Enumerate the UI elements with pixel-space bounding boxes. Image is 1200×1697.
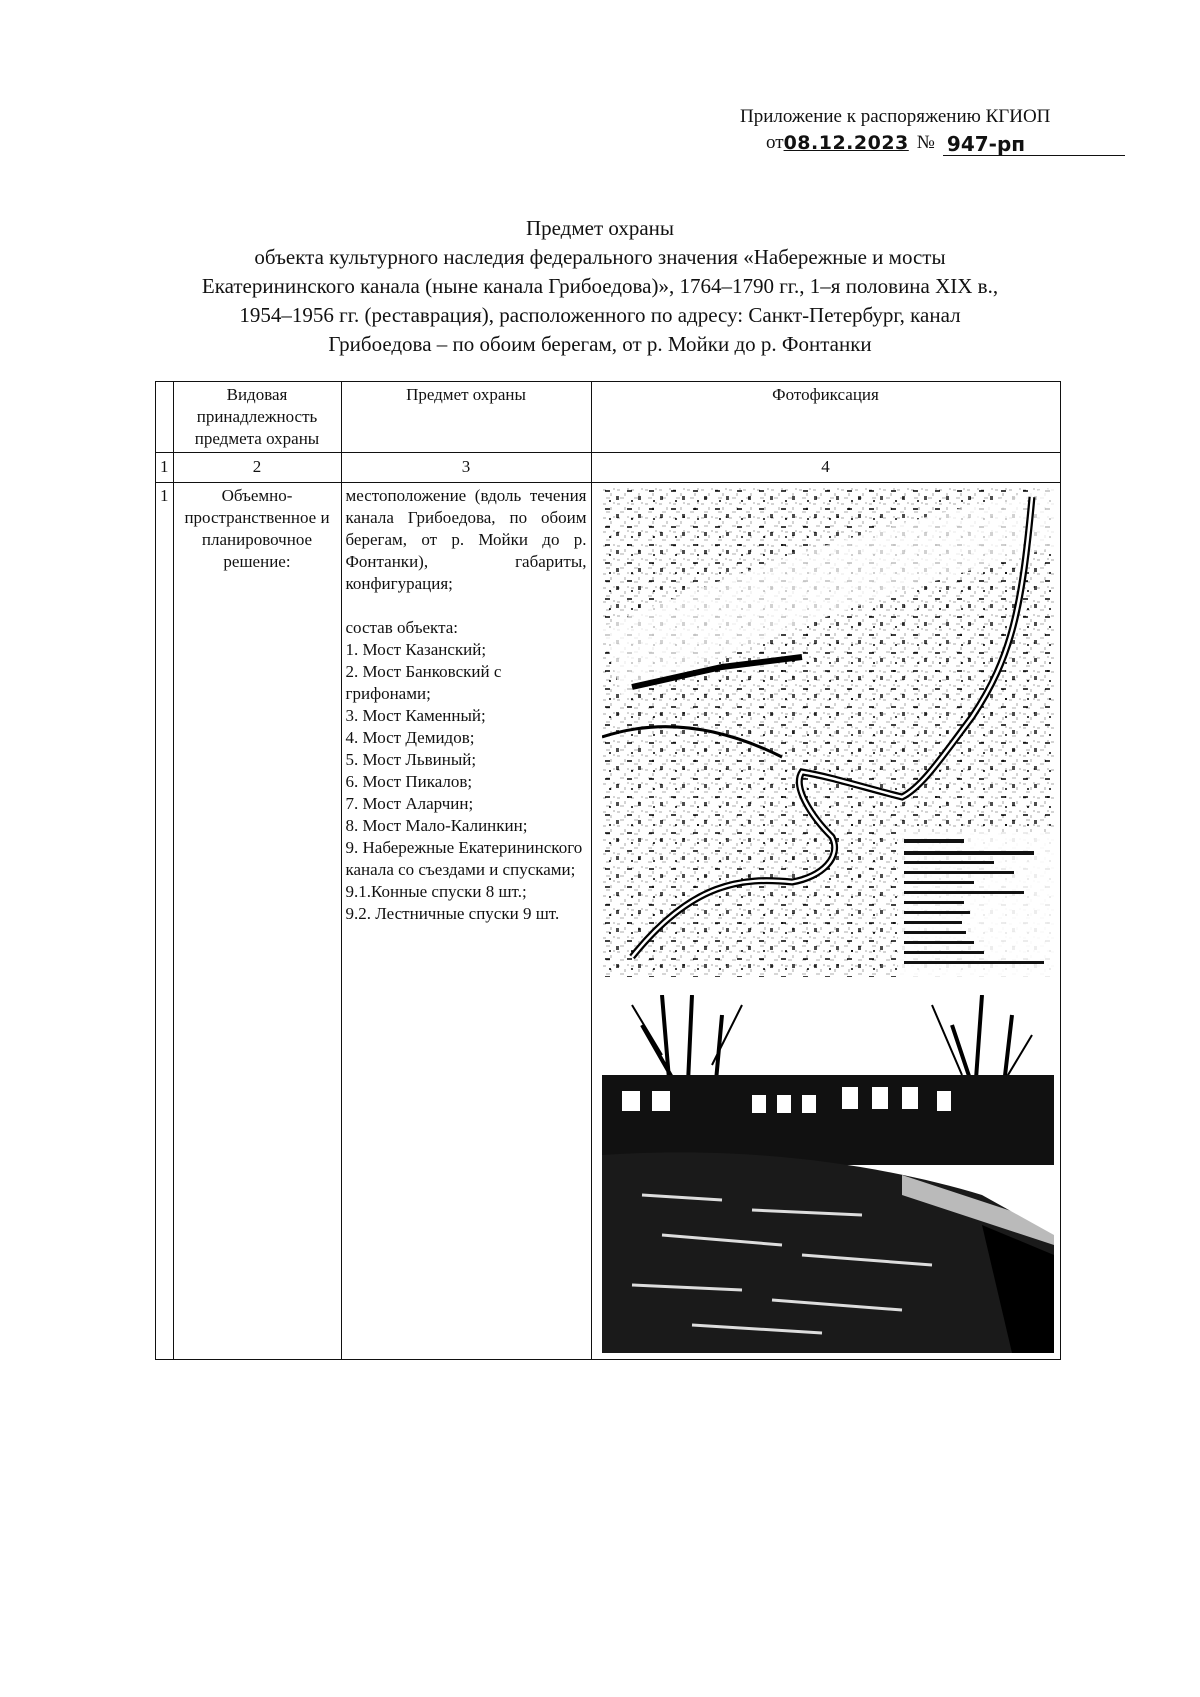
composition-label: состав объекта: [345, 618, 458, 637]
list-item: 9.2. Лестничные спуски 9 шт. [345, 904, 560, 923]
canal-map-image [602, 487, 1054, 977]
document-title [150, 214, 1050, 359]
row-kind: Объемно-пространственное и планировочное решение: [173, 483, 341, 1360]
list-item: 2. Мост Банковский с грифонами; [345, 662, 502, 703]
column-number: 2 [173, 453, 341, 483]
canal-embankment-photo [602, 995, 1054, 1353]
list-item: 7. Мост Аларчин; [345, 794, 474, 813]
header-cell-index [156, 382, 174, 453]
table-header-row [156, 382, 1061, 453]
appendix-reference [766, 130, 1140, 156]
title-line-4: 1954–1956 гг. (реставрация), расположенного по адресу: Санкт-Петербург, канал [239, 303, 961, 327]
row-subject [341, 483, 591, 1360]
list-item: 3. Мост Каменный; [345, 706, 486, 725]
column-number: 4 [591, 453, 1060, 483]
order-date: 08.12.2023 [783, 132, 909, 154]
list-item: 9. Набережные Екатерининского канала со съездами и спусками; [345, 838, 583, 879]
header-cell-subject: Предмет охраны [341, 382, 591, 453]
title-line-2: объекта культурного наследия федерального значения «Набережные и мосты [254, 245, 946, 269]
header-cell-kind: Видовая принадлежность предмета охраны [173, 382, 341, 453]
order-number: 947-рп [943, 133, 1125, 156]
row-number: 1 [156, 483, 174, 1360]
title-line-3: Екатерининского канала (ныне канала Грибоедова)», 1764–1790 гг., 1–я половина XIX в., [201, 274, 999, 298]
list-item: 1. Мост Казанский; [345, 640, 487, 659]
title-line-1: Предмет охраны [525, 216, 675, 240]
appendix-block [740, 104, 1140, 156]
title-line-5: Грибоедова – по обоим берегам, от р. Мойки до р. Фонтанки [328, 332, 872, 356]
list-item: 6. Мост Пикалов; [345, 772, 473, 791]
subject-intro: местоположение (вдоль течения канала Грибоедова, по обоим берегам, от р. Мойки до р. Фонтанки), габариты, конфигурация; [345, 486, 587, 593]
row-photos [591, 483, 1060, 1360]
from-label: от [766, 132, 784, 153]
column-number: 1 [156, 453, 174, 483]
appendix-caption: Приложение к распоряжению КГИОП [740, 106, 1051, 127]
list-item: 8. Мост Мало-Калинкин; [345, 816, 528, 835]
column-number-row [156, 453, 1061, 483]
number-sign: № [916, 132, 935, 153]
list-item: 9.1.Конные спуски 8 шт.; [345, 882, 527, 901]
protection-subject-table [155, 381, 1061, 1360]
table-row [156, 483, 1061, 1360]
header-cell-photo: Фотофиксация [591, 382, 1060, 453]
list-item: 5. Мост Львиный; [345, 750, 477, 769]
column-number: 3 [341, 453, 591, 483]
list-item: 4. Мост Демидов; [345, 728, 475, 747]
